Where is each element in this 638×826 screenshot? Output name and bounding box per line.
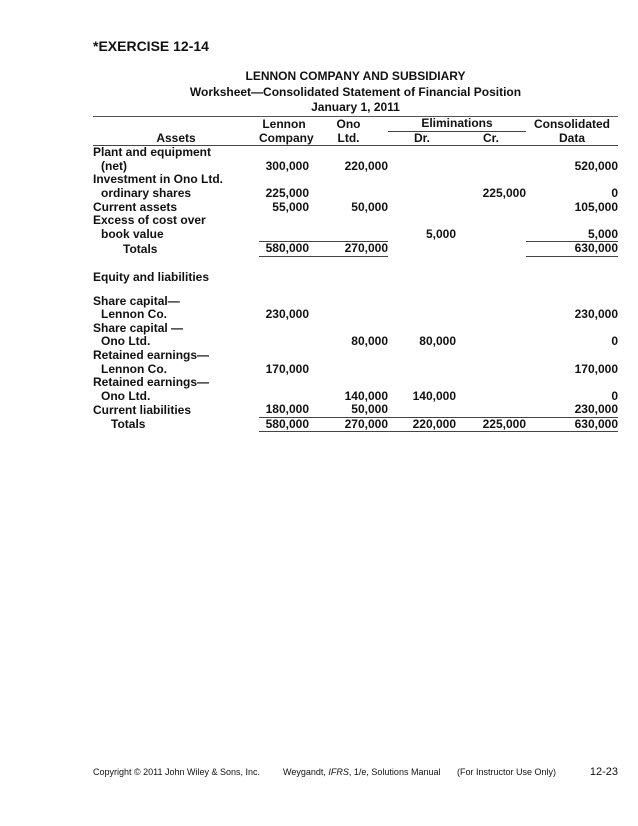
credit-value: 225,000 [482,185,526,200]
debit-value [388,403,456,417]
debit-value [388,187,456,201]
assets-totals-row [93,242,618,257]
table-row [93,322,618,336]
ono-value: 140,000 [344,388,388,403]
table-row [93,376,618,390]
row-label-continued: Lennon Co. [101,307,167,322]
footer-book [283,767,440,777]
ono-header-line1: Ono [336,116,361,131]
consolidated-total: 630,000 [526,417,618,432]
row-label: Plant and equipment [93,145,212,160]
lennon-value [259,335,309,349]
lennon-value [259,390,309,404]
credit-value [456,160,526,174]
debit-value [388,201,456,215]
footer-usage-note: (For Instructor Use Only) [457,767,557,777]
eliminations-header: Eliminations [388,117,526,131]
row-label: Retained earnings— [93,375,210,390]
ono-value: 50,000 [309,403,388,417]
row-label: Current liabilities [93,402,192,417]
footer-book-rest: , 1/e, Solutions Manual [348,767,441,777]
table-row [93,390,618,404]
ono-value [309,308,388,322]
row-label: Retained earnings— [93,347,210,362]
lennon-header-line2: Company [259,130,314,145]
row-label-continued: Ono Ltd. [101,388,151,403]
credit-header: Cr. [456,131,526,146]
consolidated-value: 230,000 [574,307,618,322]
worksheet-date-heading: January 1, 2011 [311,100,400,114]
footer-book-title: IFRS [328,767,349,777]
section-label-row [93,271,618,285]
credit-value [456,228,526,242]
consolidated-value: 0 [611,388,618,403]
consolidated-header-line2: Data [526,131,618,146]
debit-value: 80,000 [419,334,456,349]
row-label-continued: Ono Ltd. [101,334,151,349]
ono-value: 50,000 [351,199,388,214]
ono-value [309,363,388,377]
consolidated-header-line1: Consolidated [533,116,610,131]
table-row [93,363,618,377]
row-label: Current assets [93,199,178,214]
table-row [93,295,618,309]
consolidated-value: 5,000 [526,228,618,242]
debit-header: Dr. [388,131,456,146]
assets-header: Assets [93,131,259,146]
row-label-continued: book value [101,227,164,242]
ono-value: 80,000 [351,334,388,349]
column-header-row-1 [93,117,618,131]
table-row [93,403,618,417]
ono-header-line2: Ltd. [309,131,388,146]
footer-book-author: Weygandt, [283,767,326,777]
consolidation-worksheet-table [93,117,618,432]
consolidated-value: 170,000 [574,361,618,376]
lennon-value: 225,000 [265,185,309,200]
credit-value [456,308,526,322]
lennon-total: 580,000 [259,417,309,432]
ono-value [309,228,388,242]
lennon-value: 300,000 [265,158,309,173]
lennon-value: 230,000 [265,307,309,322]
row-label: Excess of cost over [93,213,206,228]
worksheet-company-heading: LENNON COMPANY AND SUBSIDIARY [245,69,466,83]
row-label-continued: ordinary shares [101,185,192,200]
consolidated-value: 105,000 [574,199,618,214]
credit-value [456,390,526,404]
lennon-value [259,228,309,242]
consolidated-value: 0 [611,334,618,349]
consolidated-total: 630,000 [526,242,618,257]
totals-label: Totals [123,241,158,256]
table-row [93,187,618,201]
table-row [93,228,618,242]
row-label-continued: Lennon Co. [101,361,167,376]
credit-value [456,363,526,377]
row-label: Investment in Ono Ltd. [93,172,224,187]
credit-total: 225,000 [456,417,526,432]
lennon-value: 180,000 [259,403,309,417]
debit-total: 220,000 [388,417,456,432]
debit-value: 140,000 [412,388,456,403]
column-header-row-2 [93,131,618,146]
ono-value: 220,000 [344,158,388,173]
debit-value [388,363,456,377]
lennon-value: 170,000 [265,361,309,376]
consolidated-value: 520,000 [574,158,618,173]
ono-total: 270,000 [309,242,388,257]
equity-totals-row [93,417,618,432]
consolidated-value: 230,000 [526,403,618,417]
table-row [93,201,618,215]
credit-total [456,242,526,257]
debit-value: 5,000 [425,227,456,242]
table-row [93,160,618,174]
equity-section-label: Equity and liabilities [93,269,210,284]
table-row [93,349,618,363]
totals-label: Totals [111,417,146,432]
table-row [93,173,618,187]
table-row [93,308,618,322]
debit-total [388,242,456,257]
lennon-header-line1: Lennon [262,116,306,131]
lennon-value: 55,000 [272,199,309,214]
debit-value [388,160,456,174]
worksheet-title-heading: Worksheet—Consolidated Statement of Financial Position [189,85,522,99]
table-row [93,214,618,228]
credit-value [456,403,526,417]
lennon-total: 580,000 [259,242,309,257]
ono-total: 270,000 [309,417,388,432]
consolidated-value: 0 [611,185,618,200]
credit-value [456,201,526,215]
footer-page-number: 12-23 [589,766,618,778]
footer-copyright: Copyright © 2011 John Wiley & Sons, Inc. [93,767,261,777]
row-label-continued: (net) [101,158,127,173]
debit-value [388,308,456,322]
exercise-title: *EXERCISE 12-14 [93,38,209,54]
credit-value [456,335,526,349]
row-label: Share capital— [93,293,180,308]
table-row [93,146,618,160]
row-label: Share capital — [93,320,184,335]
table-row [93,335,618,349]
ono-value [309,187,388,201]
